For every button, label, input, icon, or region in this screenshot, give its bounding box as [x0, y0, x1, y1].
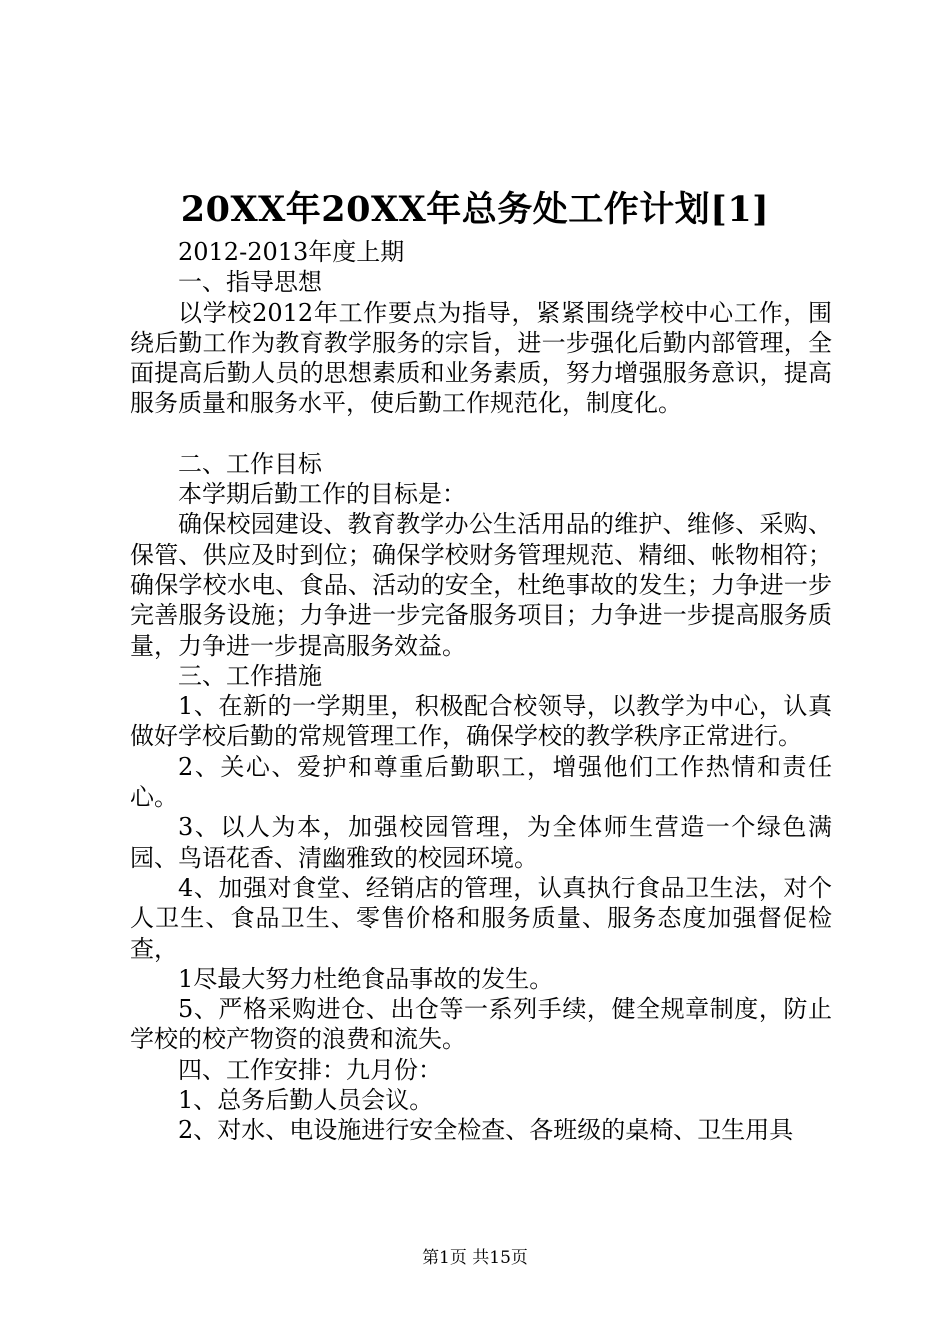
list-item-measure-5: 5、严格采购进仓、出仓等一系列手续，健全规章制度，防止学校的校产物资的浪费和流失。: [130, 995, 832, 1054]
section-heading-work-goals: 二、工作目标: [178, 449, 322, 478]
list-item-measure-4: 4、加强对食堂、经销店的管理，认真执行食品卫生法，对个人卫生、食品卫生、零售价格和服务质量、服务态度加强督促检查，: [130, 873, 832, 963]
list-item-schedule-2: 2、对水、电设施进行安全检查、各班级的桌椅、卫生用具: [178, 1116, 794, 1145]
list-item-measure-1: 1、在新的一学期里，积极配合校领导，以教学为中心，认真做好学校后勤的常规管理工作，确保学校的教学秩序正常进行。: [130, 692, 832, 751]
section-heading-work-measures: 三、工作措施: [178, 661, 322, 690]
page-footer: 第1页 共15页: [422, 1248, 528, 1268]
paragraph-goals-intro: 本学期后勤工作的目标是：: [178, 480, 466, 509]
list-item-measure-4-cont: 1尽最大努力杜绝食品事故的发生。: [178, 964, 554, 993]
term-line: 2012-2013年度上期: [178, 238, 405, 266]
section-heading-guiding-thought: 一、指导思想: [178, 268, 322, 297]
list-item-measure-2: 2、关心、爱护和尊重后勤职工，增强他们工作热情和责任心。: [130, 752, 832, 812]
paragraph-guiding-thought: 以学校2012年工作要点为指导，紧紧围绕学校中心工作，围绕后勤工作为教育教学服务的宗旨，进一步强化后勤内部管理，全面提高后勤人员的思想素质和业务素质，努力增强服务意识，提高服务质量和服务水平，使后勤工作规范化，制度化。: [130, 298, 832, 418]
document-title: 20XX年20XX年总务处工作计划[1]: [180, 189, 770, 230]
paragraph-goals-detail: 确保校园建设、教育教学办公生活用品的维护、维修、采购、保管、供应及时到位；确保学校财务管理规范、精细、帐物相符；确保学校水电、食品、活动的安全，杜绝事故的发生；力争进一步完善服务设施；力争进一步完备服务项目；力争进一步提高服务质量，力争进一步提高服务效益。: [130, 510, 832, 660]
list-item-measure-3: 3、以人为本，加强校园管理，为全体师生营造一个绿色满园、鸟语花香、清幽雅致的校园环境。: [130, 813, 832, 872]
list-item-schedule-1: 1、总务后勤人员会议。: [178, 1086, 434, 1115]
document-body: [130, 237, 832, 1146]
section-heading-work-schedule: 四、工作安排：九月份：: [178, 1055, 442, 1084]
